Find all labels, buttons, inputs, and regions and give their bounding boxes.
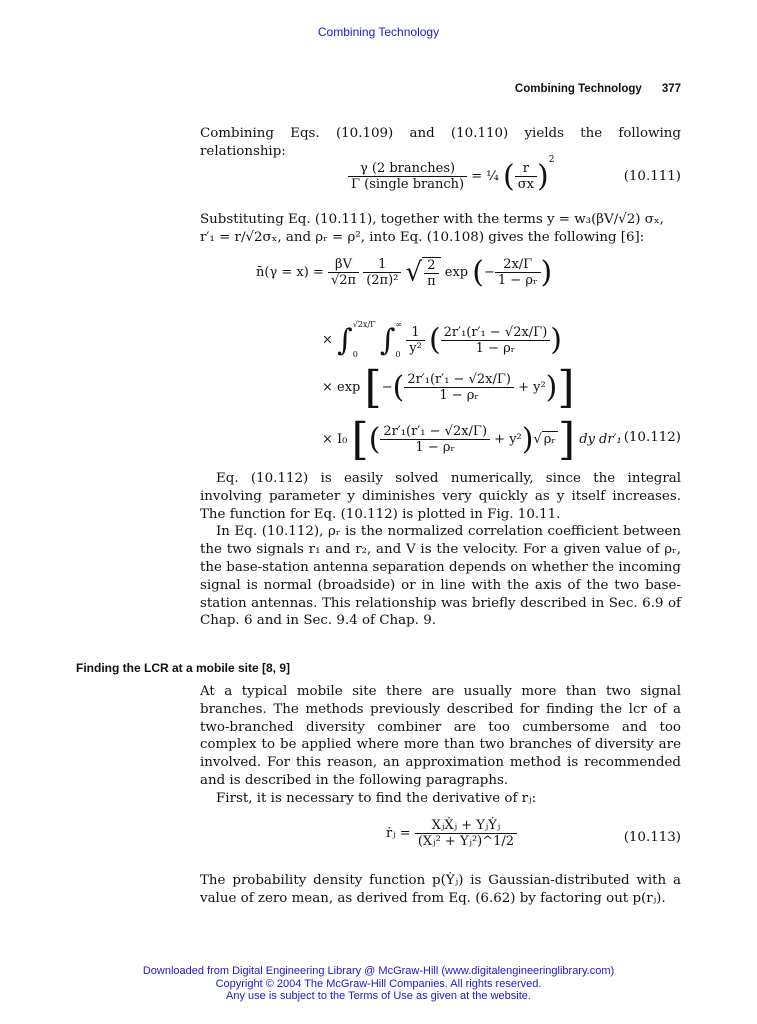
lhs: ṙⱼ = [386,826,411,841]
fraction-numerator: 2 [424,258,439,274]
paragraph-text: First, it is necessary to find the derivative of rⱼ: [216,790,537,806]
page-number: 377 [661,83,681,95]
right-paren: ) [521,422,534,457]
equation-number: (10.111) [623,169,681,184]
footer-copyright: Copyright © 2004 The McGraw-Hill Companies. All rights reserved. [215,977,542,990]
footer-download-link[interactable]: Downloaded from Digital Engineering Library @ McGraw-Hill (www.digitalengineeringlibrary.com) [142,965,615,977]
integral-limits-outer [353,310,376,370]
exp-label: exp [444,265,469,280]
lower-limit: 0 [352,350,358,359]
integral-sign-outer: ∫ [337,322,353,358]
equation-10-113 [200,818,681,862]
paragraph-line: Substituting Eq. (10.111), together with the terms y = w₃(βV/√2) σₓ, [200,212,664,227]
running-head-title: Combining Technology [514,83,642,95]
line3-fraction [404,372,514,403]
r-over-sigma [515,161,537,192]
fraction-denominator: 1 − ρᵣ [415,440,456,455]
equation-body [322,310,562,370]
top-chapter-link[interactable]: Combining Technology [317,25,440,39]
right-paren: ) [550,322,562,358]
beta-v-fraction [328,257,359,288]
equation-body: × exp [−( $\frac{\text{2r′₁(r′₁ − √2x/Γ)}}{\text{1 − ρᵣ}}$ + y²)] [322,362,575,413]
section-heading: Finding the LCR at a mobile site [8, 9] [76,661,291,675]
derivative-fraction [415,818,517,849]
equation-10-111 [200,155,681,203]
running-head [515,83,681,95]
paragraph-solution [200,470,681,630]
equation-10-112-line-1 [200,255,681,305]
upper-limit: √2x/Γ [352,320,376,329]
paragraph-text: The probability density function p(Ẏⱼ) is Gaussian-distributed with a value of zero mean, as derived from Eq. (6.62) by factoring out p(rⱼ). [200,873,681,906]
sqrt-sign: √ [405,257,423,288]
paragraph-text: Combining Eqs. (10.109) and (10.110) yields the following relationship: [200,126,681,159]
paragraph-text: At a typical mobile site there are usually more than two signal branches. The methods previously described for finding the lcr of a two-branched diversity combiner are too cumbersome and too complex to be applied where more than two branches of diversity are involved. For this reason, an approximation method is recommended and is described in the following paragraphs. [200,684,681,788]
fraction-denominator: π [427,273,436,289]
equation-body: × I₀ [( $\frac{\text{2r′₁(r′₁ − √2x/Γ)}}{\text{1 − ρᵣ}}$ + y²)√ ρᵣ] dy dr′₁ [322,414,622,465]
fraction-denominator: Γ (single branch) [351,177,465,192]
fraction-numerator: r [515,161,537,177]
integral-limits-inner [395,310,402,370]
lhs: n̄(γ = x) = [256,265,324,280]
equation-body: n̄(γ = x) = $\frac{\beta V}{√2\pi}$ $\frac{1}{\text{(2π)²}}$ √ $\frac{2}{\pi}$ exp (− $\frac{2x/\Gamma}{\text{1 − ρᵣ}}$ ) [256,255,553,290]
fraction-denominator: σx [517,177,534,192]
one-over-y-squared [406,325,425,356]
equation-number: (10.113) [623,830,681,845]
equation-10-112-line-2 [200,310,681,360]
paragraph-lcr [200,683,681,808]
fraction-denominator: y² [409,340,422,356]
fraction-numerator: 2r′₁(r′₁ − √2x/Γ) [380,424,490,440]
equation-10-112-line-3 [200,362,681,412]
fraction-denominator: 1 − ρᵣ [497,273,538,288]
equation-10-112-line-4 [200,414,681,464]
fraction-numerator: 2r′₁(r′₁ − √2x/Γ) [441,325,551,341]
fraction-numerator: XⱼẊⱼ + YⱼẎⱼ [415,818,517,834]
times-sign: × [322,332,333,348]
right-paren: ) [540,255,553,290]
footer-terms-link[interactable]: Any use is subject to the Terms of Use as given at the website. [226,990,531,1002]
left-paren: ( [368,422,381,457]
plus-y-squared: + y² [494,432,522,447]
line4-fraction [380,424,490,455]
left-paren: ( [472,255,484,290]
plus-y-squared: + y² [518,380,546,395]
right-paren: ) [536,159,549,194]
left-bracket: [ [364,362,382,413]
fraction-denominator: √2π [330,273,357,288]
integral-sign-inner: ∫ [379,322,396,358]
paragraph-text: In Eq. (10.112), ρᵣ is the normalized correlation coefficient between the two signals r₁ and r₂, and V is the velocity. For a given value of ρᵣ, the base-station antenna separation depends on whether the incoming signal is normal (broadside) or in line with the axis of the two base-station antennas. This relationship was briefly described in Sec. 6.9 of Chap. 6 and in Sec. 9.4 of Chap. 9. [200,524,681,629]
equation-body [386,818,517,849]
fraction-numerator: βV [328,257,359,273]
right-bracket: ] [557,414,576,465]
paragraph-substitution [200,211,681,247]
sqrt-2-over-pi [422,257,441,289]
fraction-denominator: (Xⱼ² + Yⱼ²)^1/2 [417,834,515,849]
times-exp: × exp [322,380,361,395]
exp-argument [495,257,541,288]
ratio-fraction [348,161,467,192]
differentials: dy dr′₁ [579,432,622,447]
fraction-numerator: 1 [406,325,425,341]
footer [0,965,757,1003]
left-paren: ( [428,322,441,358]
equation-body [348,155,554,194]
left-paren: ( [392,370,405,405]
paragraph-pdf [200,872,681,908]
exponent: 2 [548,155,555,165]
fraction-denominator: 1 − ρᵣ [475,340,516,356]
right-paren: ) [545,370,558,405]
upper-limit: ∞ [395,320,403,329]
fraction-denominator: (2π)² [366,273,399,288]
lower-limit: 0 [395,350,401,359]
paragraph-line: r′₁ = r/√2σₓ, and ρᵣ = ρ², into Eq. (10.108) gives the following [6]: [200,229,645,245]
equation-number: (10.112) [623,430,681,445]
fraction-denominator: 1 − ρᵣ [439,388,479,403]
fraction-numerator: 1 [363,257,401,273]
equals-quarter: = ¼ [471,169,499,184]
paragraph-text: Eq. (10.112) is easily solved numerically, since the integral involving parameter y diminishes very quickly as y itself increases. The function for Eq. (10.112) is plotted in Fig. 10.11. [200,471,681,522]
right-bracket: ] [557,362,575,413]
inverse-2pi-fraction [363,257,401,288]
line2-fraction [441,325,551,356]
left-bracket: [ [351,414,369,465]
fraction-numerator: 2r′₁(r′₁ − √2x/Γ) [404,372,514,388]
left-paren: ( [503,159,515,194]
fraction-numerator: γ (2 branches) [348,161,467,177]
fraction-numerator: 2x/Γ [495,257,541,273]
sqrt-rho: ρᵣ [543,432,556,447]
times-bessel: × I₀ [322,432,348,447]
